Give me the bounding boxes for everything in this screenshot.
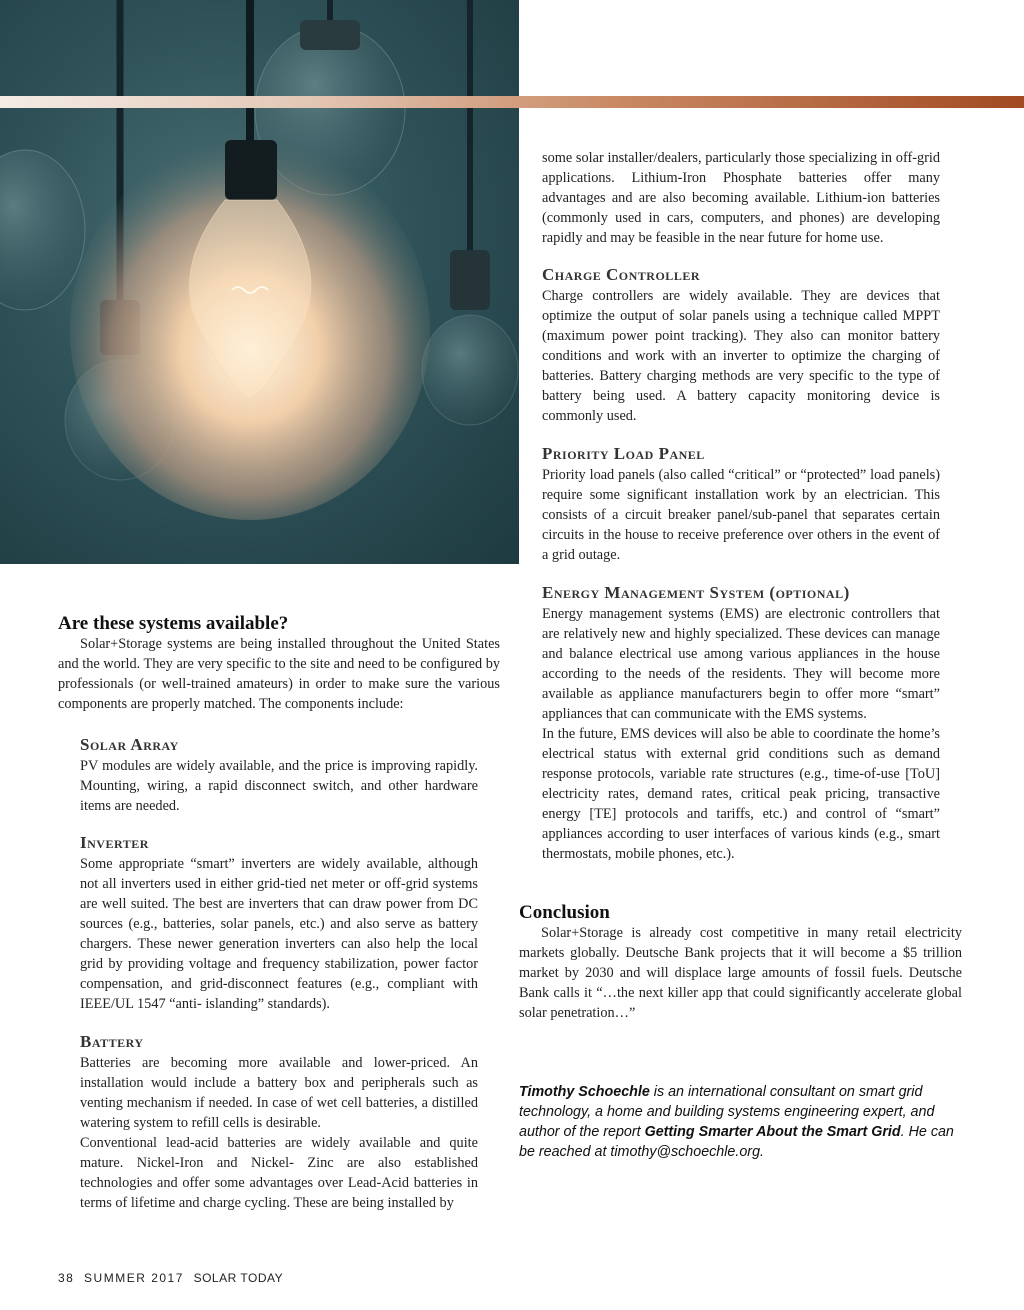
ems-paragraph-2: In the future, EMS devices will also be able to coordinate the home’s electrical status with external grid conditions such as demand response protocols, variable rate structures (e.g., time-of-use [ToU] electricity rates, demand rates, critical peak pricing, transactive energy [TE] protocols and tariffs, etc.) and control of “smart” appliances according to user interfaces of various kinds (e.g., smart thermostats, mobile phones, etc.). [542,726,940,862]
inverter-heading: Inverter [80,833,149,852]
ems-paragraph-1: Energy management systems (EMS) are electronic controllers that are relatively new and highly specialized. These devices can manage and balance electrical use among various appliances in the house according to the needs of the residents. They will become more available as appliance manufacturers begin to offer more “smart” appliances that can communicate with the EMS systems. [542,606,940,722]
light-bulbs-photo [0,0,519,564]
section-heading-availability: Are these systems available? [58,613,289,634]
magazine-name: SOLAR TODAY [193,1271,284,1285]
ems-heading: Energy Management System (optional) [542,583,850,602]
author-bio-text-1: is an international consultant on smart grid technology, a home and building systems engineering expert, and author of the report [519,1084,935,1140]
page-footer [58,1271,283,1285]
author-name: Timothy Schoechle [519,1084,650,1100]
priority-load-panel-section [542,444,940,565]
left-column-intro [58,614,500,714]
author-bio [519,1082,959,1162]
light-bulbs-illustration [0,0,519,564]
author-bio-text-2: . He can be reached at timothy@schoechle.org. [519,1124,954,1160]
charge-controller-heading: Charge Controller [542,265,700,284]
solar-array-heading: Solar Array [80,735,179,754]
charge-controller-paragraph: Charge controllers are widely available. They are devices that optimize the output of solar panels using a technique called MPPT (maximum power point tracking). They also can monitor battery conditions and work with an inverter to optimize the charging of batteries. Battery charging methods are very specific to the type of battery being used. A battery capacity monitoring device is commonly used. [542,288,940,424]
battery-paragraph-2: Conventional lead-acid batteries are widely available and quite mature. Nickel-Iron and Nickel- Zinc are also established technologies and offer some advantages over Lead-Acid batteries in terms of lifetime and charge cycling. These are being installed by [80,1135,478,1211]
report-title: Getting Smarter About the Smart Grid [644,1124,901,1140]
inverter-paragraph: Some appropriate “smart” inverters are widely available, although not all inverters used in either grid-tied net meter or off-grid systems are well suited. The best are inverters that can draw power from DC sources (e.g., batteries, solar panels, etc.) and also serve as battery chargers. These newer generation inverters can also help the local grid by providing voltage and frequency stabilization, power factor compensation, and grid-disconnect features (e.g., compliant with IEEE/UL 1547 “anti- islanding” standards). [80,856,478,1012]
solar-array-section [80,735,478,816]
battery-section [80,1032,478,1213]
availability-paragraph: Solar+Storage systems are being installed throughout the United States and the world. They are very specific to the site and need to be configured by professionals (or well-trained amateurs) in order to make sure the various components are properly matched. The components include: [58,636,500,712]
issue-label: SUMMER 2017 [84,1271,184,1285]
battery-paragraph-1: Batteries are becoming more available and lower-priced. An installation would include a battery box and peripherals such as venting mechanism if needed. In case of wet cell batteries, a distilled watering system to refill cells is desirable. [80,1055,478,1131]
battery-continued-section [542,148,940,248]
decorative-gradient-band [0,96,1024,108]
conclusion-section [519,903,962,1023]
solar-array-paragraph: PV modules are widely available, and the price is improving rapidly. Mounting, wiring, a rapid disconnect switch, and other hardware items are needed. [80,758,478,814]
inverter-section [80,833,478,1014]
conclusion-heading: Conclusion [519,902,610,923]
charge-controller-section [542,265,940,426]
battery-continued-paragraph: some solar installer/dealers, particularly those specializing in off-grid applications. Lithium-Iron Phosphate batteries offer many advantages and are also becoming available. Lithium-ion batteries (commonly used in cars, computers, and phones) are developing rapidly and may be feasible in the near future for home use. [542,150,940,246]
ems-section [542,583,940,864]
priority-load-panel-heading: Priority Load Panel [542,444,705,463]
priority-load-panel-paragraph: Priority load panels (also called “critical” or “protected” load panels) require some significant installation work by an electrician. This consists of a circuit breaker panel/sub-panel that separates certain circuits in the house to receive preference over others in the event of a grid outage. [542,467,940,563]
conclusion-paragraph: Solar+Storage is already cost competitive in many retail electricity markets globally. Deutsche Bank projects that it will become a $5 trillion market by 2030 and will displace large amounts of fossil fuels. Deutsche Bank calls it “…the next killer app that could significantly accelerate global solar penetration…” [519,925,962,1021]
page-number: 38 [58,1271,75,1285]
battery-heading: Battery [80,1032,144,1051]
